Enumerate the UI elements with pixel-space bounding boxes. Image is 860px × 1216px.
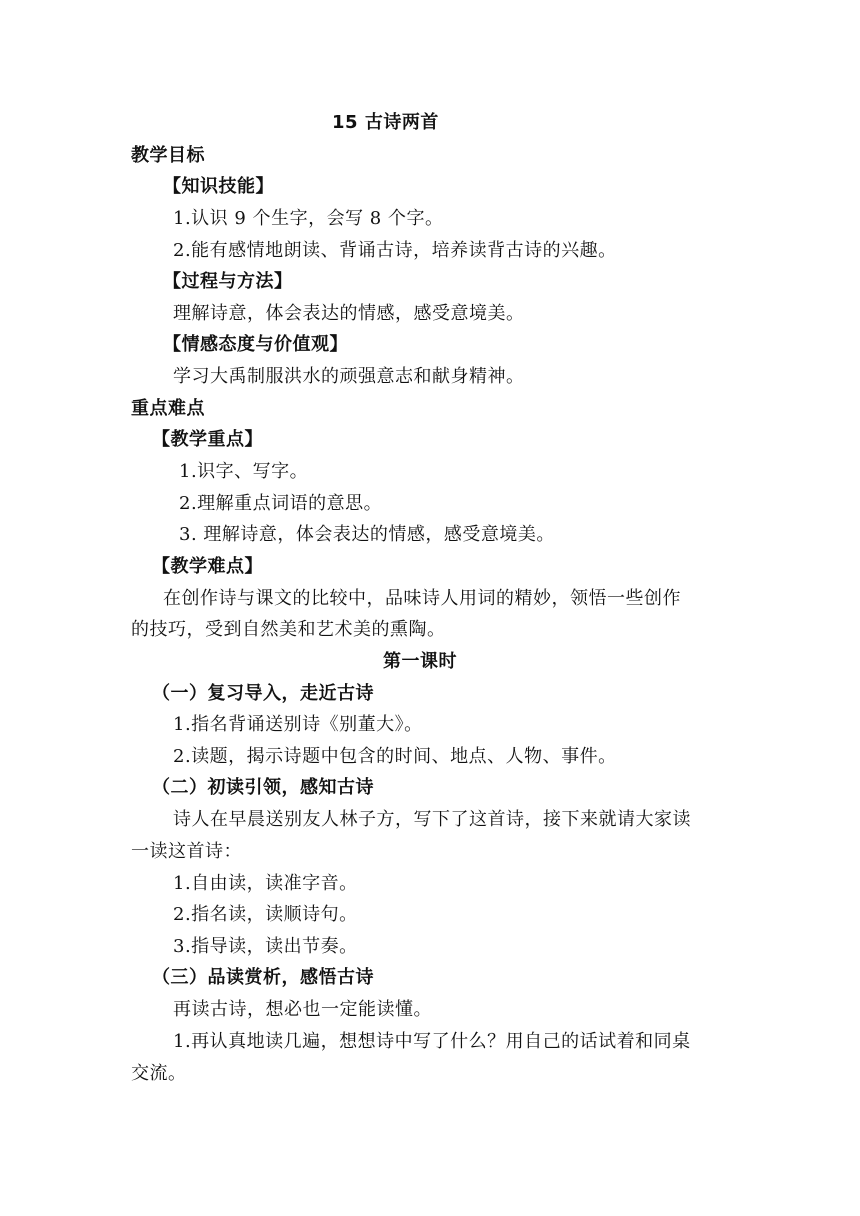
- section2-line: 诗人在早晨送别友人林子方，写下了这首诗，接下来就请大家读: [173, 809, 691, 830]
- section2-item: 3.指导读，读出节奏。: [173, 936, 358, 957]
- section2-heading: （二）初读引领，感知古诗: [152, 777, 374, 798]
- section3-line: 交流。: [131, 1063, 187, 1084]
- focus-item: 1.识字、写字。: [179, 461, 309, 482]
- focus-heading: 【教学重点】: [152, 429, 263, 450]
- section2-item: 1.自由读，读准字音。: [173, 873, 358, 894]
- lesson-heading: 第一课时: [383, 651, 457, 672]
- difficulty-line: 在创作诗与课文的比较中，品味诗人用词的精妙，领悟一些创作: [163, 588, 681, 609]
- section2-line: 一读这首诗：: [131, 841, 242, 862]
- focus-item: 3. 理解诗意，体会表达的情感，感受意境美。: [179, 524, 555, 545]
- section1-heading: （一）复习导入，走近古诗: [152, 683, 374, 704]
- section1-item: 2.读题，揭示诗题中包含的时间、地点、人物、事件。: [173, 746, 617, 767]
- keypoints-heading: 重点难点: [131, 398, 205, 419]
- focus-item: 2.理解重点词语的意思。: [179, 493, 383, 514]
- section3-line: 1.再认真地读几遍，想想诗中写了什么？用自己的话试着和同桌: [173, 1031, 691, 1052]
- knowledge-heading: 【知识技能】: [163, 176, 274, 197]
- document-title: 15 古诗两首: [332, 112, 439, 133]
- difficulty-line: 的技巧，受到自然美和艺术美的熏陶。: [131, 619, 446, 640]
- emotion-text: 学习大禹制服洪水的顽强意志和献身精神。: [173, 366, 525, 387]
- section2-item: 2.指名读，读顺诗句。: [173, 904, 358, 925]
- section1-item: 1.指名背诵送别诗《别董大》。: [173, 714, 423, 735]
- emotion-heading: 【情感态度与价值观】: [163, 334, 348, 355]
- goals-heading: 教学目标: [131, 145, 205, 166]
- process-text: 理解诗意，体会表达的情感，感受意境美。: [173, 303, 525, 324]
- difficulty-heading: 【教学难点】: [152, 556, 263, 577]
- knowledge-item: 1.认识 9 个生字，会写 8 个字。: [173, 208, 444, 229]
- process-heading: 【过程与方法】: [163, 271, 293, 292]
- section3-intro: 再读古诗，想必也一定能读懂。: [173, 999, 432, 1020]
- knowledge-item: 2.能有感情地朗读、背诵古诗，培养读背古诗的兴趣。: [173, 240, 617, 261]
- section3-heading: （三）品读赏析，感悟古诗: [152, 967, 374, 988]
